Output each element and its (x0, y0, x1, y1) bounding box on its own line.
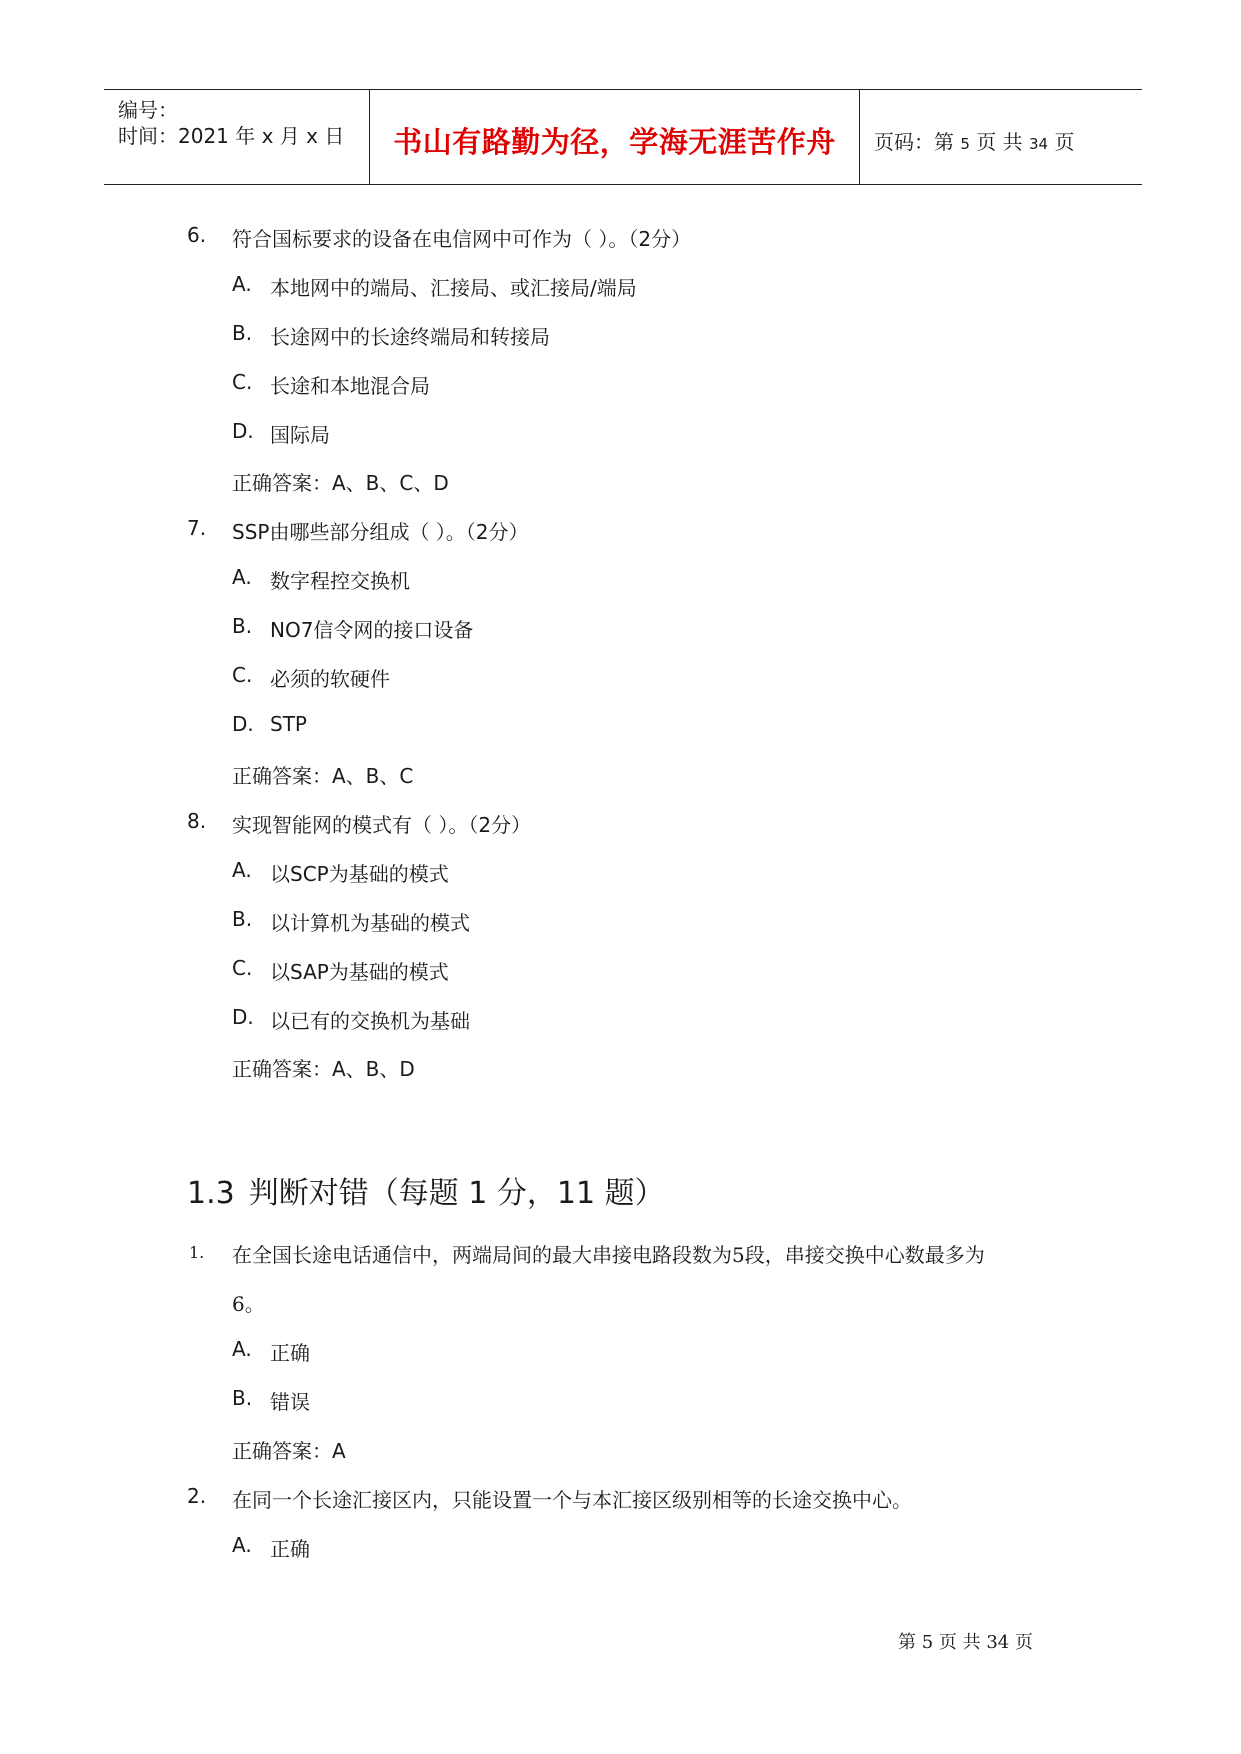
question-text: SSP由哪些部分组成（ ）。（2分） (232, 520, 529, 544)
question-number: 2. (187, 1484, 207, 1508)
header-page-info (874, 126, 1074, 155)
option-letter: C. (232, 956, 253, 980)
option-text: 本地网中的端局、汇接局、或汇接局/端局 (270, 276, 637, 300)
option-text: 国际局 (270, 423, 330, 447)
option-letter: A. (232, 1533, 252, 1557)
header-time: 时间：2021 年 x 月 x 日 (118, 124, 345, 148)
option-letter: A. (232, 858, 252, 882)
option-letter: A. (232, 272, 252, 296)
question-number: 6. (187, 223, 207, 247)
option-letter: D. (232, 1005, 254, 1029)
header-right-cell (860, 90, 1142, 184)
page-total: 34 (1028, 135, 1049, 153)
option-text: 数字程控交换机 (270, 569, 410, 593)
header-middle-cell (369, 90, 860, 184)
section-number: 1.3 (187, 1176, 235, 1211)
page-suffix: 页 (1054, 130, 1075, 154)
option-letter: C. (232, 370, 253, 394)
option-text: 以已有的交换机为基础 (270, 1009, 470, 1033)
page-header (104, 89, 1142, 185)
answer-text: 正确答案：A (232, 1439, 346, 1463)
page-footer: 第 5 页 共 34 页 (898, 1632, 1033, 1653)
option-letter: D. (232, 419, 254, 443)
page-mid: 页 共 (976, 130, 1023, 154)
page-number: 5 (960, 135, 970, 153)
answer-text: 正确答案：A、B、C (232, 764, 414, 788)
question-text-continued: 6。 (232, 1292, 265, 1316)
option-text: 以SCP为基础的模式 (270, 862, 449, 886)
answer-text: 正确答案：A、B、D (232, 1057, 415, 1081)
header-left-cell (104, 90, 369, 184)
option-text: NO7信令网的接口设备 (270, 618, 474, 642)
page-prefix: 页码：第 (874, 130, 954, 154)
question-number: 1. (189, 1243, 205, 1262)
option-letter: B. (232, 321, 253, 345)
option-text: 以SAP为基础的模式 (270, 960, 449, 984)
option-letter: B. (232, 614, 253, 638)
option-letter: A. (232, 565, 252, 589)
option-letter: B. (232, 1386, 253, 1410)
question-number: 7. (187, 516, 207, 540)
option-letter: A. (232, 1337, 252, 1361)
option-text: 正确 (270, 1341, 310, 1365)
header-serial-label: 编号： (118, 98, 178, 122)
option-text: 必须的软硬件 (270, 667, 390, 691)
option-text: 错误 (270, 1390, 310, 1414)
option-text: 正确 (270, 1537, 310, 1561)
option-letter: B. (232, 907, 253, 931)
section-heading (187, 1168, 665, 1212)
section-title-text: 判断对错（每题 1 分，11 题） (248, 1176, 665, 1211)
question-number: 8. (187, 809, 207, 833)
option-letter: D. (232, 712, 254, 736)
question-text: 符合国标要求的设备在电信网中可作为（ ）。（2分） (232, 227, 692, 251)
header-motto: 书山有路勤为径，学海无涯苦作舟 (393, 125, 836, 159)
question-text: 在同一个长途汇接区内，只能设置一个与本汇接区级别相等的长途交换中心。 (232, 1488, 912, 1512)
option-text: 长途和本地混合局 (270, 374, 430, 398)
answer-text: 正确答案：A、B、C、D (232, 471, 449, 495)
option-letter: C. (232, 663, 253, 687)
question-text: 实现智能网的模式有（ ）。（2分） (232, 813, 532, 837)
option-text: 以计算机为基础的模式 (270, 911, 470, 935)
option-text: 长途网中的长途终端局和转接局 (270, 325, 550, 349)
option-text: STP (270, 712, 307, 736)
question-text: 在全国长途电话通信中，两端局间的最大串接电路段数为5段，串接交换中心数最多为 (232, 1243, 985, 1267)
